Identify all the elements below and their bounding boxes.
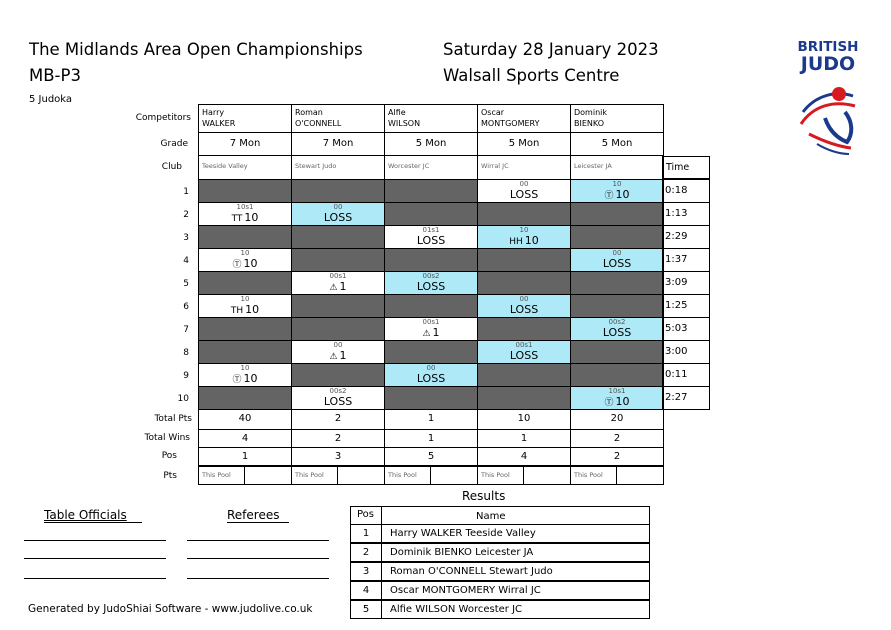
- pool-pts-value[interactable]: [616, 466, 664, 485]
- match-result-text: 10: [524, 234, 539, 247]
- competitor-last-name: BIENKO: [574, 119, 604, 128]
- match-result-text: LOSS: [416, 234, 446, 247]
- time-header: Time: [662, 156, 710, 179]
- competitor-grade-cell: 7 Mon: [291, 132, 385, 156]
- match-cell[interactable]: [291, 248, 385, 272]
- match-time: 0:11: [662, 363, 710, 387]
- logo-line2: JUDO: [800, 53, 856, 75]
- table-officials-label: Table Officials: [44, 508, 127, 522]
- technique-icon: Ⓣ: [604, 398, 614, 408]
- match-cell[interactable]: [291, 363, 385, 387]
- competitor-name-cell: [198, 104, 292, 133]
- match-cell[interactable]: [477, 386, 571, 410]
- match-score: 10: [240, 295, 250, 303]
- result-name: Roman O'CONNELL Stewart Judo: [381, 562, 650, 581]
- match-number: 1: [183, 187, 189, 197]
- match-result: [478, 304, 570, 316]
- signature-line[interactable]: [24, 540, 166, 541]
- results-title: Results: [462, 489, 506, 503]
- match-cell[interactable]: [198, 363, 292, 387]
- total-wins-cell: 4: [198, 429, 292, 448]
- competitor-club-cell: Leicester JA: [570, 155, 664, 180]
- match-cell[interactable]: [291, 340, 385, 364]
- match-cell[interactable]: [570, 386, 664, 410]
- match-score: 00s2: [422, 272, 440, 280]
- match-cell[interactable]: [198, 340, 292, 364]
- match-result-text: LOSS: [323, 211, 353, 224]
- match-result-text: LOSS: [602, 257, 632, 270]
- match-score: 10s1: [608, 387, 626, 395]
- match-result: [385, 281, 477, 293]
- pool-pts-cell: This Pool: [198, 466, 245, 485]
- match-cell[interactable]: [477, 340, 571, 364]
- pos-cell: 1: [198, 447, 292, 466]
- technique-icon: ⚠: [329, 283, 338, 293]
- match-score: 00s2: [608, 318, 626, 326]
- match-cell[interactable]: [570, 317, 664, 341]
- match-result: [292, 396, 384, 408]
- pool-pts-value[interactable]: [430, 466, 478, 485]
- match-score: 10: [612, 180, 622, 188]
- match-result-text: 10: [615, 188, 630, 201]
- competitor-club-cell: Wirral JC: [477, 155, 571, 180]
- match-result-text: LOSS: [509, 188, 539, 201]
- competitor-name-cell: [570, 104, 664, 133]
- result-pos: 1: [350, 524, 382, 543]
- total-pts-cell: 10: [477, 409, 571, 430]
- match-cell[interactable]: [198, 248, 292, 272]
- result-name: Oscar MONTGOMERY Wirral JC: [381, 581, 650, 600]
- total-pts-cell: 20: [570, 409, 664, 430]
- match-time: 5:03: [662, 317, 710, 341]
- competitor-grade-cell: 5 Mon: [477, 132, 571, 156]
- signature-line[interactable]: [24, 578, 166, 579]
- match-cell[interactable]: [384, 363, 478, 387]
- match-result: [478, 189, 570, 201]
- match-score: 00s2: [329, 387, 347, 395]
- match-cell[interactable]: [384, 225, 478, 249]
- match-score: 00: [426, 364, 436, 372]
- footer-credit: Generated by JudoShiai Software - www.judolive.co.uk: [28, 603, 313, 615]
- label-pts: Pts: [163, 471, 177, 481]
- match-result-text: LOSS: [416, 280, 446, 293]
- match-score: 10: [240, 249, 250, 257]
- match-cell[interactable]: [291, 271, 385, 295]
- competitor-grade-cell: 5 Mon: [570, 132, 664, 156]
- competitor-last-name: WALKER: [202, 119, 236, 128]
- competitor-first-name: Roman: [295, 108, 323, 117]
- match-result-text: LOSS: [416, 372, 446, 385]
- match-number: 5: [183, 279, 189, 289]
- match-time: 3:00: [662, 340, 710, 364]
- match-cell[interactable]: [384, 271, 478, 295]
- match-cell[interactable]: [384, 317, 478, 341]
- result-name: Alfie WILSON Worcester JC: [381, 600, 650, 619]
- label-competitors: Competitors: [135, 113, 191, 123]
- pos-cell: 4: [477, 447, 571, 466]
- competitor-club-cell: Worcester JC: [384, 155, 478, 180]
- match-cell[interactable]: [570, 340, 664, 364]
- competitor-name-cell: [384, 104, 478, 133]
- match-cell[interactable]: [198, 202, 292, 226]
- competitor-first-name: Harry: [202, 108, 225, 117]
- pool-pts-cell: This Pool: [291, 466, 338, 485]
- match-result: [199, 258, 291, 271]
- signature-line[interactable]: [24, 558, 166, 559]
- match-result: [385, 235, 477, 247]
- competitor-first-name: Alfie: [388, 108, 406, 117]
- match-cell[interactable]: [570, 271, 664, 295]
- match-cell[interactable]: [198, 225, 292, 249]
- pool-name: MB-P3: [29, 66, 81, 85]
- match-result: [199, 373, 291, 386]
- match-number: 6: [183, 302, 189, 312]
- competitor-grade-cell: 5 Mon: [384, 132, 478, 156]
- referees-label: Referees: [227, 508, 280, 522]
- match-result: [385, 373, 477, 385]
- label-pos: Pos: [161, 451, 177, 461]
- match-cell[interactable]: [291, 386, 385, 410]
- match-cell[interactable]: [198, 294, 292, 318]
- match-score: 00: [333, 203, 343, 211]
- competitor-club-cell: Stewart Judo: [291, 155, 385, 180]
- event-title: The Midlands Area Open Championships: [29, 40, 363, 59]
- match-cell[interactable]: [198, 386, 292, 410]
- pool-pts-cell: This Pool: [384, 466, 431, 485]
- match-number: 2: [183, 210, 189, 220]
- match-time: 1:25: [662, 294, 710, 318]
- signature-line[interactable]: [187, 558, 329, 559]
- judoka-emblem-icon: [795, 78, 875, 158]
- label-total-pts: Total Pts: [154, 414, 192, 424]
- total-wins-cell: 2: [291, 429, 385, 448]
- total-pts-cell: 1: [384, 409, 478, 430]
- pos-cell: 2: [570, 447, 664, 466]
- match-result: [199, 304, 291, 317]
- match-number: 3: [183, 233, 189, 243]
- match-cell[interactable]: [477, 202, 571, 226]
- match-number: 10: [177, 394, 189, 404]
- logo-line1: BRITISH: [797, 39, 859, 55]
- match-result: [478, 350, 570, 362]
- technique-icon: TH: [230, 306, 244, 316]
- match-result: [385, 327, 477, 340]
- match-result-text: 10: [615, 395, 630, 408]
- pool-pts-value[interactable]: [244, 466, 292, 485]
- event-venue: Walsall Sports Centre: [443, 66, 620, 85]
- match-score: 00: [519, 295, 529, 303]
- match-score: 01s1: [422, 226, 440, 234]
- pos-cell: 3: [291, 447, 385, 466]
- match-cell[interactable]: [477, 248, 571, 272]
- match-cell[interactable]: [570, 363, 664, 387]
- match-cell[interactable]: [291, 202, 385, 226]
- competitor-first-name: Dominik: [574, 108, 607, 117]
- match-score: 00: [519, 180, 529, 188]
- result-name: Dominik BIENKO Leicester JA: [381, 543, 650, 562]
- match-result: [292, 212, 384, 224]
- match-cell[interactable]: [570, 248, 664, 272]
- result-pos: 4: [350, 581, 382, 600]
- pool-pts-value[interactable]: [523, 466, 571, 485]
- match-result: [571, 396, 663, 409]
- match-cell[interactable]: [198, 271, 292, 295]
- competitor-grade-cell: 7 Mon: [198, 132, 292, 156]
- match-cell[interactable]: [384, 248, 478, 272]
- match-number: 4: [183, 256, 189, 266]
- match-result-text: 10: [244, 211, 259, 224]
- match-time: 1:37: [662, 248, 710, 272]
- match-time: 2:29: [662, 225, 710, 249]
- match-cell[interactable]: [384, 386, 478, 410]
- match-result: [292, 281, 384, 294]
- competitor-first-name: Oscar: [481, 108, 505, 117]
- competitor-last-name: O'CONNELL: [295, 119, 342, 128]
- match-result: [478, 235, 570, 248]
- match-result: [571, 258, 663, 270]
- competitor-name-cell: [291, 104, 385, 133]
- total-pts-cell: 40: [198, 409, 292, 430]
- match-cell[interactable]: [291, 317, 385, 341]
- competitor-last-name: WILSON: [388, 119, 421, 128]
- match-time: 2:27: [662, 386, 710, 410]
- match-score: 00s1: [329, 272, 347, 280]
- match-cell[interactable]: [384, 340, 478, 364]
- match-time: 0:18: [662, 179, 710, 203]
- match-result-text: LOSS: [602, 326, 632, 339]
- result-pos: 5: [350, 600, 382, 619]
- match-result-text: 1: [432, 326, 440, 339]
- match-cell[interactable]: [198, 179, 292, 203]
- match-result-text: 1: [339, 280, 347, 293]
- label-total-wins: Total Wins: [144, 433, 190, 443]
- judoka-count: 5 Judoka: [29, 94, 73, 105]
- british-judo-logo: [795, 40, 875, 160]
- match-cell[interactable]: [477, 179, 571, 203]
- result-name: Harry WALKER Teeside Valley: [381, 524, 650, 543]
- match-number: 8: [183, 348, 189, 358]
- total-wins-cell: 2: [570, 429, 664, 448]
- competitor-name-cell: [477, 104, 571, 133]
- technique-icon: HH: [509, 237, 523, 247]
- total-wins-cell: 1: [384, 429, 478, 448]
- pos-cell: 5: [384, 447, 478, 466]
- match-cell[interactable]: [291, 225, 385, 249]
- technique-icon: Ⓣ: [604, 191, 614, 201]
- results-header-name: Name: [381, 506, 650, 525]
- match-result: [292, 350, 384, 363]
- event-date: Saturday 28 January 2023: [443, 40, 659, 59]
- match-result: [199, 212, 291, 225]
- match-cell[interactable]: [384, 202, 478, 226]
- match-time: 1:13: [662, 202, 710, 226]
- match-result-text: LOSS: [323, 395, 353, 408]
- match-cell[interactable]: [570, 294, 664, 318]
- match-cell[interactable]: [570, 202, 664, 226]
- match-score: 00: [612, 249, 622, 257]
- match-cell[interactable]: [570, 225, 664, 249]
- technique-icon: TT: [231, 214, 243, 224]
- pool-pts-cell: This Pool: [477, 466, 524, 485]
- result-pos: 2: [350, 543, 382, 562]
- match-time: 3:09: [662, 271, 710, 295]
- match-cell[interactable]: [291, 294, 385, 318]
- match-result-text: 1: [339, 349, 347, 362]
- result-pos: 3: [350, 562, 382, 581]
- match-result-text: 10: [243, 257, 258, 270]
- label-grade: Grade: [160, 139, 188, 149]
- match-result-text: LOSS: [509, 349, 539, 362]
- match-score: 00: [333, 341, 343, 349]
- match-cell[interactable]: [477, 294, 571, 318]
- match-score: 00s1: [422, 318, 440, 326]
- technique-icon: ⚠: [422, 329, 431, 339]
- match-cell[interactable]: [384, 294, 478, 318]
- competitor-club-cell: Teeside Valley: [198, 155, 292, 180]
- competitor-last-name: MONTGOMERY: [481, 119, 540, 128]
- match-result-text: 10: [245, 303, 260, 316]
- technique-icon: Ⓣ: [232, 375, 242, 385]
- match-cell[interactable]: [570, 179, 664, 203]
- signature-line[interactable]: [187, 578, 329, 579]
- match-cell[interactable]: [477, 363, 571, 387]
- match-number: 9: [183, 371, 189, 381]
- match-result-text: 10: [243, 372, 258, 385]
- technique-icon: Ⓣ: [232, 260, 242, 270]
- match-result: [571, 327, 663, 339]
- match-cell[interactable]: [384, 179, 478, 203]
- technique-icon: ⚠: [329, 352, 338, 362]
- label-club: Club: [161, 162, 182, 172]
- match-score: 00s1: [515, 341, 533, 349]
- pool-pts-cell: This Pool: [570, 466, 617, 485]
- match-cell[interactable]: [477, 271, 571, 295]
- match-cell[interactable]: [291, 179, 385, 203]
- match-score: 10s1: [236, 203, 254, 211]
- match-cell[interactable]: [477, 225, 571, 249]
- results-header-pos: Pos: [350, 506, 382, 525]
- match-number: 7: [183, 325, 189, 335]
- pool-pts-value[interactable]: [337, 466, 385, 485]
- match-result: [571, 189, 663, 202]
- match-cell[interactable]: [477, 317, 571, 341]
- match-result-text: LOSS: [509, 303, 539, 316]
- match-score: 10: [519, 226, 529, 234]
- match-cell[interactable]: [198, 317, 292, 341]
- total-wins-cell: 1: [477, 429, 571, 448]
- total-pts-cell: 2: [291, 409, 385, 430]
- signature-line[interactable]: [187, 540, 329, 541]
- match-score: 10: [240, 364, 250, 372]
